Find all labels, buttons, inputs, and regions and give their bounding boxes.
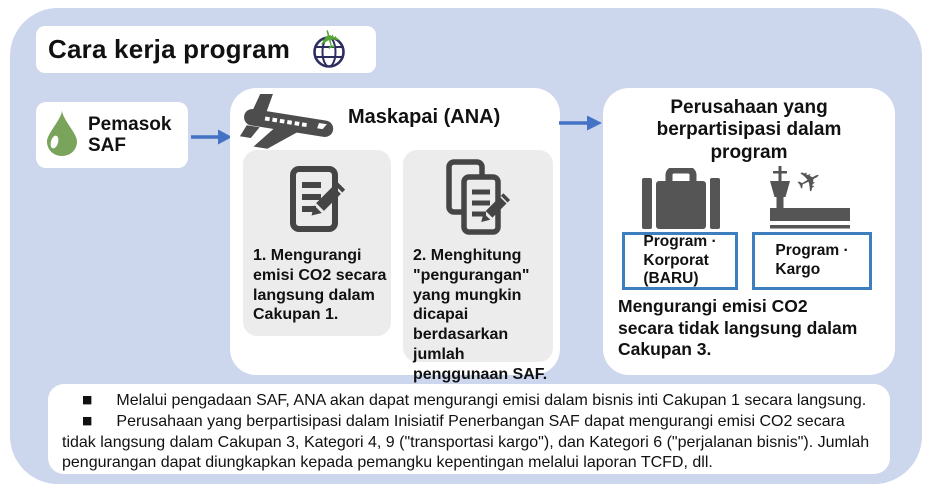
- airline-heading: Maskapai (ANA): [348, 106, 501, 128]
- svg-text:✈: ✈: [790, 166, 829, 204]
- title-box: [36, 26, 376, 73]
- program-korporat-label: Program · Korporat (BARU): [643, 233, 717, 288]
- participants-heading: Perusahaan yang berpartisipasi dalam program: [656, 97, 842, 163]
- step-1-text: 1. Mengurangi emisi CO2 secara langsung dalam Cakupan 1.: [253, 247, 387, 324]
- footer-bullet-2: [62, 412, 876, 474]
- step-card-2: [403, 150, 553, 383]
- bullet-square-icon: ■: [82, 393, 93, 406]
- participants-card: [603, 88, 895, 375]
- flow-arrow-airline-to-participants: [557, 110, 603, 141]
- footer-card: [48, 384, 890, 474]
- program-korporat-box: [622, 232, 738, 290]
- footer-bullet-2-text: Perusahaan yang berpartisipasi dalam Inisiatif Penerbangan SAF dapat mengurangi emisi CO2 secara tidak langsung dalam Cakupan 3, Kategori 4, 9 ("transportasi kargo"), dan Kategori 6 ("perjalanan bisnis"). Jumlah pengurangan dapat diungkapkan kepada pemangku kepentingan melalui laporan TCFD, dll.: [62, 412, 870, 472]
- airline-card: [230, 88, 560, 383]
- globe-plane-icon: [306, 24, 352, 75]
- saf-droplet-icon: [44, 109, 80, 162]
- svg-text:✈: ✈: [313, 24, 349, 54]
- bullet-square-icon: ■: [82, 413, 93, 427]
- supplier-label: Pemasok SAF: [88, 113, 172, 156]
- scope3-note: Mengurangi emisi CO2 secara tidak langsung dalam Cakupan 3.: [618, 296, 858, 360]
- airport-icon: [764, 166, 856, 235]
- footer-bullet-1-text: Melalui pengadaan SAF, ANA akan dapat mengurangi emisi dalam bisnis inti Cakupan 1 secara langsung.: [116, 392, 867, 409]
- flow-arrow-supplier-to-airline: [189, 124, 233, 155]
- step-card-1: [243, 150, 391, 336]
- program-kargo-box: [752, 232, 872, 290]
- page-title: Cara kerja program: [48, 34, 291, 64]
- document-edit-icon: [243, 164, 391, 240]
- briefcase-icon: [642, 168, 720, 235]
- supplier-card: [36, 102, 188, 168]
- program-kargo-label: Program · Kargo: [775, 242, 849, 278]
- step-2-text: 2. Menghitung "pengurangan" yang mungkin dicapai berdasarkan jumlah penggunaan SAF.: [413, 247, 548, 383]
- footer-bullet-1: [62, 391, 876, 412]
- documents-stack-icon: [403, 158, 553, 240]
